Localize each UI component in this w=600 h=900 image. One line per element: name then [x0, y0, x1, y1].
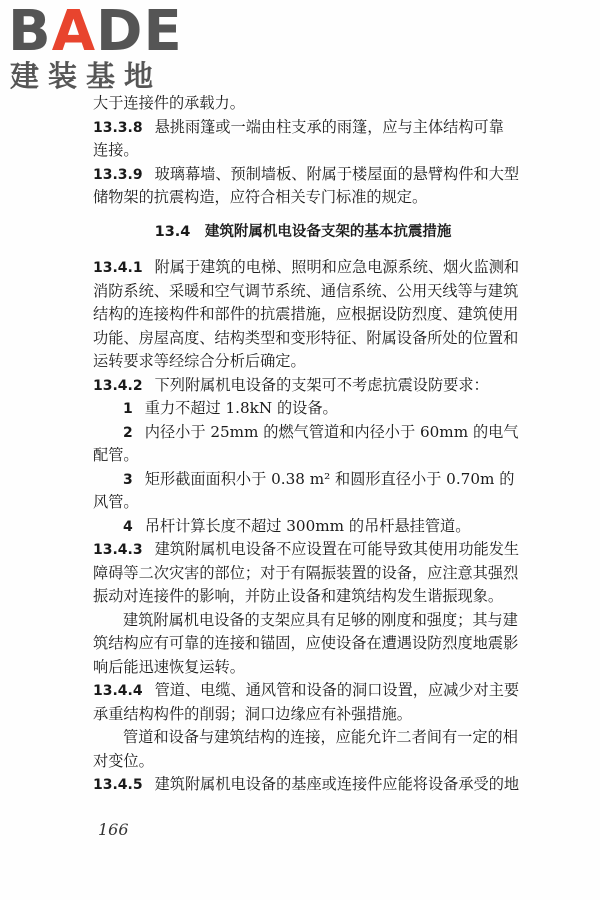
text-line	[93, 491, 513, 515]
line-text: 建筑附属机电设备的基座或连接件应能将设备承受的地	[154, 775, 520, 793]
section-title: 13.4 建筑附属机电设备支架的基本抗震措施	[154, 223, 452, 240]
bade-logo	[8, 0, 183, 96]
text-line	[93, 163, 520, 187]
text-line	[93, 750, 513, 774]
line-text: 管道、电缆、通风管和设备的洞口设置，应减少对主要	[154, 681, 520, 699]
line-text: 连接。	[93, 141, 139, 159]
document-body	[93, 92, 520, 797]
line-text: 消防系统、采暖和空气调节系统、通信系统、公用天线等与建筑	[93, 281, 519, 300]
text-block-1	[93, 92, 520, 210]
line-text: 玻璃幕墙、预制墙板、附属于楼屋面的悬臂构件和大型	[154, 164, 520, 183]
text-line	[93, 327, 519, 351]
line-text: 建筑附属机电设备不应设置在可能导致其使用功能发生	[154, 540, 520, 558]
text-line	[93, 116, 513, 140]
text-line	[93, 468, 513, 492]
text-line	[93, 280, 519, 304]
text-line	[93, 515, 513, 539]
line-text: 附属于建筑的电梯、照明和应急电源系统、烟火监测和	[154, 258, 520, 276]
logo-subtitle: 建装基地	[10, 59, 163, 93]
text-line	[93, 350, 513, 374]
line-text: 承重结构构件的削弱；洞口边缘应有补强措施。	[93, 704, 412, 723]
text-line	[93, 397, 513, 421]
text-line	[93, 773, 520, 797]
line-text: 功能、房屋高度、结构类型和变形特征、附属设备所处的位置和	[93, 328, 519, 347]
text-line	[93, 538, 520, 562]
clause-number: 13.4.3	[93, 542, 143, 558]
clause-number: 13.4.1	[93, 260, 143, 276]
clause-number: 13.4.5	[93, 777, 143, 793]
clause-number: 13.4.2	[93, 377, 143, 394]
text-line	[93, 585, 513, 609]
line-text: 风管。	[93, 493, 139, 511]
line-text: 运转要求等经综合分析后确定。	[93, 352, 306, 370]
text-line	[93, 562, 519, 586]
line-text: 结构的连接构件和部件的抗震措施，应根据设防烈度、建筑使用	[93, 305, 519, 323]
line-text: 响后能迅速恢复运转。	[93, 657, 245, 676]
text-line	[93, 632, 519, 656]
clause-number: 13.3.8	[93, 119, 143, 136]
line-text: 重力不超过 1.8kN 的设备。	[144, 399, 338, 417]
list-item-number: 4	[123, 518, 133, 535]
clause-number: 13.3.9	[93, 166, 143, 183]
line-text: 下列附属机电设备的支架可不考虑抗震设防要求：	[154, 375, 489, 394]
text-line	[93, 656, 513, 680]
list-item-number: 3	[123, 471, 133, 488]
logo-accent-letter: A	[51, 0, 97, 64]
text-line	[93, 679, 520, 703]
line-text: 障碍等二次灾害的部位；对于有隔振装置的设备，应注意其强烈	[93, 563, 519, 582]
line-text: 吊杆计算长度不超过 300mm 的吊杆悬挂管道。	[144, 516, 471, 535]
text-line	[93, 186, 513, 210]
text-line	[93, 92, 513, 116]
text-line	[93, 303, 519, 327]
text-line	[93, 703, 513, 727]
line-text: 内径小于 25mm 的燃气管道和内径小于 60mm 的电气	[144, 422, 519, 441]
line-text: 矩形截面面积小于 0.38 m² 和圆形直径小于 0.70m 的	[144, 469, 515, 488]
line-text: 筑结构应有可靠的连接和锚固，应使设备在遭遇设防烈度地震影	[93, 634, 519, 652]
text-line	[93, 726, 518, 750]
text-line	[93, 256, 520, 280]
line-text: 对变位。	[93, 751, 154, 770]
text-line	[93, 139, 513, 163]
line-text: 管道和设备与建筑结构的连接，应能允许二者间有一定的相	[123, 728, 518, 746]
list-item-number: 1	[123, 401, 133, 417]
line-text: 配管。	[93, 446, 139, 464]
text-line	[93, 421, 519, 445]
text-line	[93, 374, 513, 398]
logo-brand-text: BADE	[8, 0, 183, 64]
text-line	[93, 444, 513, 468]
text-line	[93, 609, 518, 633]
line-text: 大于连接件的承载力。	[93, 94, 245, 112]
clause-number: 13.4.4	[93, 683, 143, 699]
page-number: 166	[98, 820, 129, 839]
line-text: 悬挑雨篷或一端由柱支承的雨篷，应与主体结构可靠	[154, 117, 504, 136]
line-text: 储物架的抗震构造，应符合相关专门标准的规定。	[93, 188, 428, 206]
line-text: 建筑附属机电设备的支架应具有足够的刚度和强度；其与建	[123, 610, 518, 629]
text-block-2	[93, 256, 520, 797]
line-text: 振动对连接件的影响，并防止设备和建筑结构发生谐振现象。	[93, 587, 504, 605]
list-item-number: 2	[123, 424, 133, 441]
